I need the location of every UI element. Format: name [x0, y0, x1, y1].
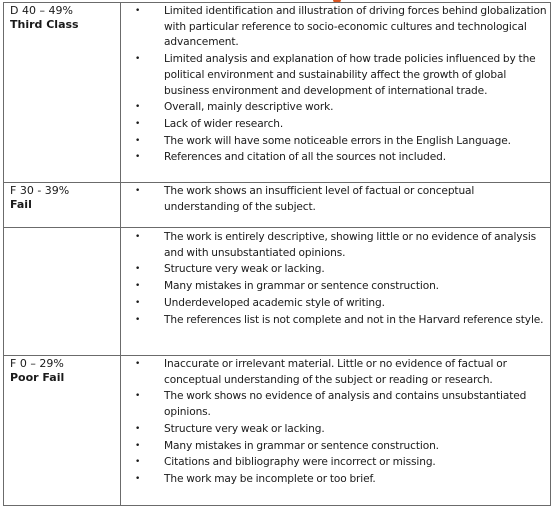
criteria-text: The work may be incomplete or too brief.: [164, 472, 376, 485]
criteria-list: [121, 357, 548, 488]
criteria-item: [121, 422, 548, 438]
bullet-icon: •: [135, 6, 141, 16]
grade-range: F 0 – 29%: [10, 357, 64, 370]
bullet-icon: •: [135, 281, 141, 292]
grade-class: Third Class: [10, 18, 79, 31]
criteria-item: [121, 439, 548, 455]
criteria-item: [121, 455, 548, 471]
criteria-item: [121, 262, 548, 278]
bullet-icon: •: [135, 440, 141, 451]
criteria-item: [121, 357, 548, 388]
grade-class: Fail: [10, 198, 32, 211]
criteria-list: [121, 4, 548, 166]
bullet-icon: •: [135, 54, 141, 65]
criteria-item: [121, 230, 548, 261]
criteria-text: Overall, mainly descriptive work.: [164, 101, 334, 114]
criteria-text: Inaccurate or irrelevant material. Little or no evidence of factual or conceptual understanding of the subject or reading or research.: [164, 358, 507, 386]
criteria-list: [121, 184, 548, 215]
criteria-text: Many mistakes in grammar or sentence construction.: [164, 439, 439, 452]
bullet-icon: •: [135, 423, 141, 434]
criteria-text: Structure very weak or lacking.: [164, 263, 325, 276]
criteria-cell: [121, 183, 551, 228]
criteria-text: The work will have some noticeable errors in the English Language.: [164, 134, 511, 147]
criteria-text: Many mistakes in grammar or sentence construction.: [164, 280, 439, 293]
criteria-text: Citations and bibliography were incorrect or missing.: [164, 456, 436, 469]
grade-cell-empty: [4, 228, 121, 356]
grade-cell: [4, 356, 121, 506]
bullet-icon: •: [135, 264, 141, 275]
bullet-icon: •: [135, 391, 141, 402]
criteria-item: [121, 52, 548, 99]
criteria-item: [121, 100, 548, 116]
bullet-icon: •: [135, 102, 141, 113]
criteria-text: The work is entirely descriptive, showing little or no evidence of analysis and with unsubstantiated opinions.: [164, 231, 537, 259]
criteria-item: [121, 389, 548, 420]
criteria-item: [121, 4, 548, 51]
criteria-item: [121, 279, 548, 295]
criteria-cell: [121, 3, 551, 183]
grade-range: D 40 – 49%: [10, 4, 73, 17]
criteria-text: Limited identification and illustration of driving forces behind globalization with particular reference to socio-economic cultures and technological advancement.: [164, 5, 547, 49]
rubric-row-third-class: [4, 3, 551, 183]
criteria-text: Underdeveloped academic style of writing.: [164, 296, 385, 309]
criteria-text: Structure very weak or lacking.: [164, 422, 325, 435]
criteria-text: Lack of wider research.: [164, 117, 284, 130]
bullet-icon: •: [135, 457, 141, 468]
bullet-icon: •: [135, 359, 141, 369]
criteria-cell: [121, 356, 551, 506]
grading-rubric-table: [3, 2, 551, 506]
grade-class: Poor Fail: [10, 371, 65, 384]
criteria-cell: [121, 228, 551, 356]
rubric-row-fail-continued: [4, 228, 551, 356]
bullet-icon: •: [135, 118, 141, 129]
bullet-icon: •: [135, 297, 141, 308]
bullet-icon: •: [135, 135, 141, 146]
rubric-row-poor-fail: [4, 356, 551, 506]
criteria-item: [121, 313, 548, 329]
criteria-text: The work shows no evidence of analysis and contains unsubstantiated opinions.: [164, 390, 527, 419]
criteria-item: [121, 134, 548, 150]
criteria-item: [121, 184, 548, 215]
grade-cell: [4, 183, 121, 228]
criteria-item: [121, 150, 548, 166]
criteria-text: The work shows an insufficient level of factual or conceptual understanding of the subject.: [164, 185, 475, 213]
bullet-icon: •: [135, 186, 141, 196]
bullet-icon: •: [135, 152, 141, 163]
bullet-icon: •: [135, 232, 141, 242]
criteria-item: [121, 117, 548, 133]
bullet-icon: •: [135, 314, 141, 325]
rubric-row-fail: [4, 183, 551, 228]
criteria-item: [121, 472, 548, 488]
bullet-icon: •: [135, 473, 141, 484]
criteria-list: [121, 229, 548, 328]
grade-cell: [4, 3, 121, 183]
criteria-item: [121, 296, 548, 312]
grade-range: F 30 - 39%: [10, 184, 70, 197]
criteria-text: The references list is not complete and not in the Harvard reference style.: [164, 313, 544, 326]
criteria-text: Limited analysis and explanation of how trade policies influenced by the political environment and sustainability affect the growth of global business environment and development of international trade.: [164, 53, 536, 97]
criteria-text: References and citation of all the sources not included.: [164, 151, 447, 164]
